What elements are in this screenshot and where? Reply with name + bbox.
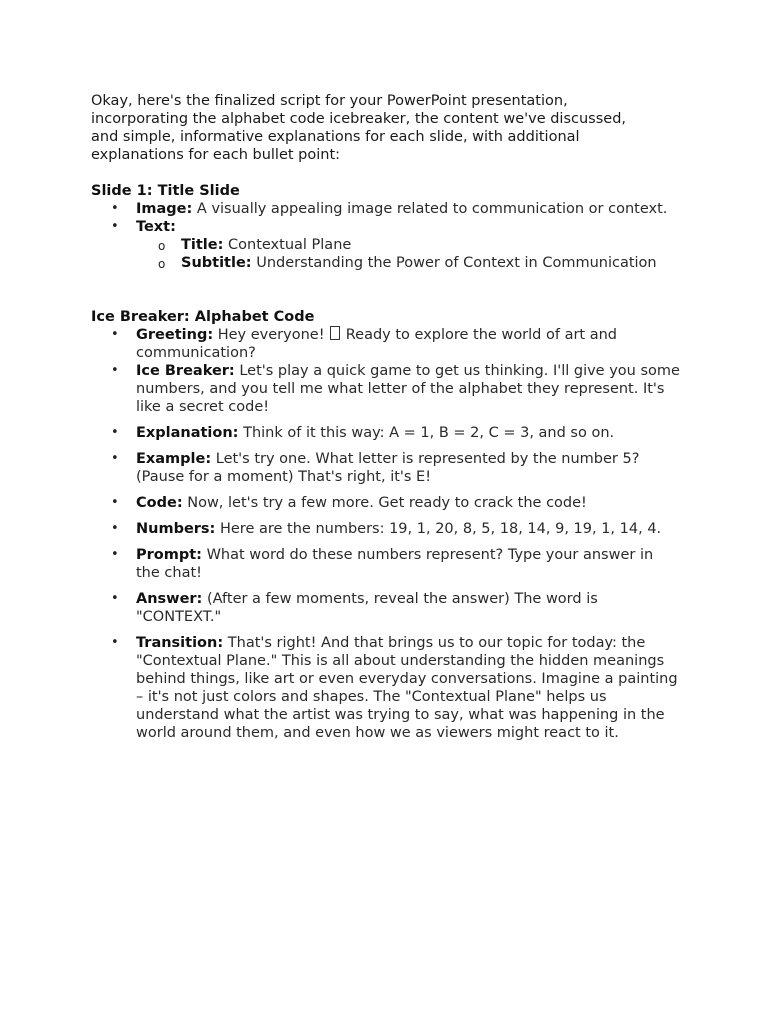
list-item — [91, 362, 681, 416]
bullet-term: Ice Breaker: — [136, 363, 235, 379]
list-item — [91, 326, 681, 362]
bullet-term: Text: — [136, 219, 176, 235]
bullet-text: A visually appealing image related to communication or context. — [192, 201, 668, 217]
bullet-term: Answer: — [136, 591, 203, 607]
bullet-term: Code: — [136, 495, 183, 511]
sub-list-item — [136, 236, 681, 254]
list-item — [91, 494, 681, 512]
bullet-icon: • — [111, 547, 119, 562]
bullet-icon: • — [111, 591, 119, 606]
icebreaker-heading: Ice Breaker: Alphabet Code — [91, 309, 315, 325]
slide1-bullet-list — [91, 200, 691, 272]
bullet-icon: • — [111, 635, 119, 650]
list-item — [91, 590, 681, 626]
bullet-term: Prompt: — [136, 547, 202, 563]
icebreaker-bullet-list — [91, 326, 691, 742]
bullet-text: Hey everyone! — [213, 327, 330, 343]
slide1-heading: Slide 1: Title Slide — [91, 183, 240, 199]
sub-bullet-icon: o — [158, 239, 166, 253]
bullet-term: Greeting: — [136, 327, 214, 343]
bullet-text: Here are the numbers: 19, 1, 20, 8, 5, 18, 14, 9, 19, 1, 14, 4. — [215, 521, 662, 537]
bullet-icon: • — [111, 219, 119, 234]
bullet-text: That's right! And that brings us to our topic for today: the "Contextual Plane." This is all about understanding the hidden meanings behind things, like art or even everyday conversations. Imagine a painting – it's not just colors and shapes. The "Contextual Plane" helps us understand what the artist was trying to say, what was happening in the world around them, and even how we as viewers might react to it. — [136, 635, 678, 741]
bullet-term: Explanation: — [136, 425, 239, 441]
sub-bullet-term: Title: — [181, 237, 224, 253]
bullet-icon: • — [111, 521, 119, 536]
sub-list-item — [136, 254, 681, 272]
intro-paragraph: Okay, here's the finalized script for your PowerPoint presentation, incorporating the alphabet code icebreaker, the content we've discussed, and simple, informative explanations for each slide, with additional explanations for each bullet point: — [91, 93, 627, 163]
sub-bullet-text: Contextual Plane — [223, 237, 352, 253]
bullet-icon: • — [111, 327, 119, 342]
list-item — [91, 200, 681, 218]
bullet-icon: • — [111, 451, 119, 466]
bullet-text: Let's try one. What letter is represented by the number 5? (Pause for a moment) That's right, it's E! — [136, 451, 640, 485]
bullet-term: Numbers: — [136, 521, 216, 537]
sub-bullet-term: Subtitle: — [181, 255, 252, 271]
bullet-text: Let's play a quick game to get us thinking. I'll give you some numbers, and you tell me what letter of the alphabet they represent. It's like a secret code! — [136, 363, 680, 415]
bullet-icon: • — [111, 201, 119, 216]
sub-bullet-text: Understanding the Power of Context in Communication — [251, 255, 657, 271]
bullet-text: Ready to explore the world of art and communication? — [136, 327, 617, 361]
bullet-text: What word do these numbers represent? Type your answer in the chat! — [136, 547, 654, 581]
list-item — [91, 546, 681, 582]
document-page — [91, 92, 691, 750]
list-item — [91, 424, 681, 442]
list-item — [91, 634, 681, 742]
bullet-icon: • — [111, 363, 119, 378]
sub-bullet-icon: o — [158, 257, 166, 271]
bullet-text: Think of it this way: A = 1, B = 2, C = 3, and so on. — [238, 425, 615, 441]
bullet-term: Transition: — [136, 635, 224, 651]
missing-glyph-icon — [330, 326, 340, 340]
list-item — [91, 520, 681, 538]
bullet-term: Example: — [136, 451, 212, 467]
bullet-text: (After a few moments, reveal the answer) The word is "CONTEXT." — [136, 591, 598, 625]
bullet-term: Image: — [136, 201, 193, 217]
bullet-text: Now, let's try a few more. Get ready to crack the code! — [182, 495, 587, 511]
bullet-icon: • — [111, 425, 119, 440]
list-item — [91, 218, 681, 272]
list-item — [91, 450, 681, 486]
slide1-sub-list — [136, 236, 681, 272]
bullet-icon: • — [111, 495, 119, 510]
